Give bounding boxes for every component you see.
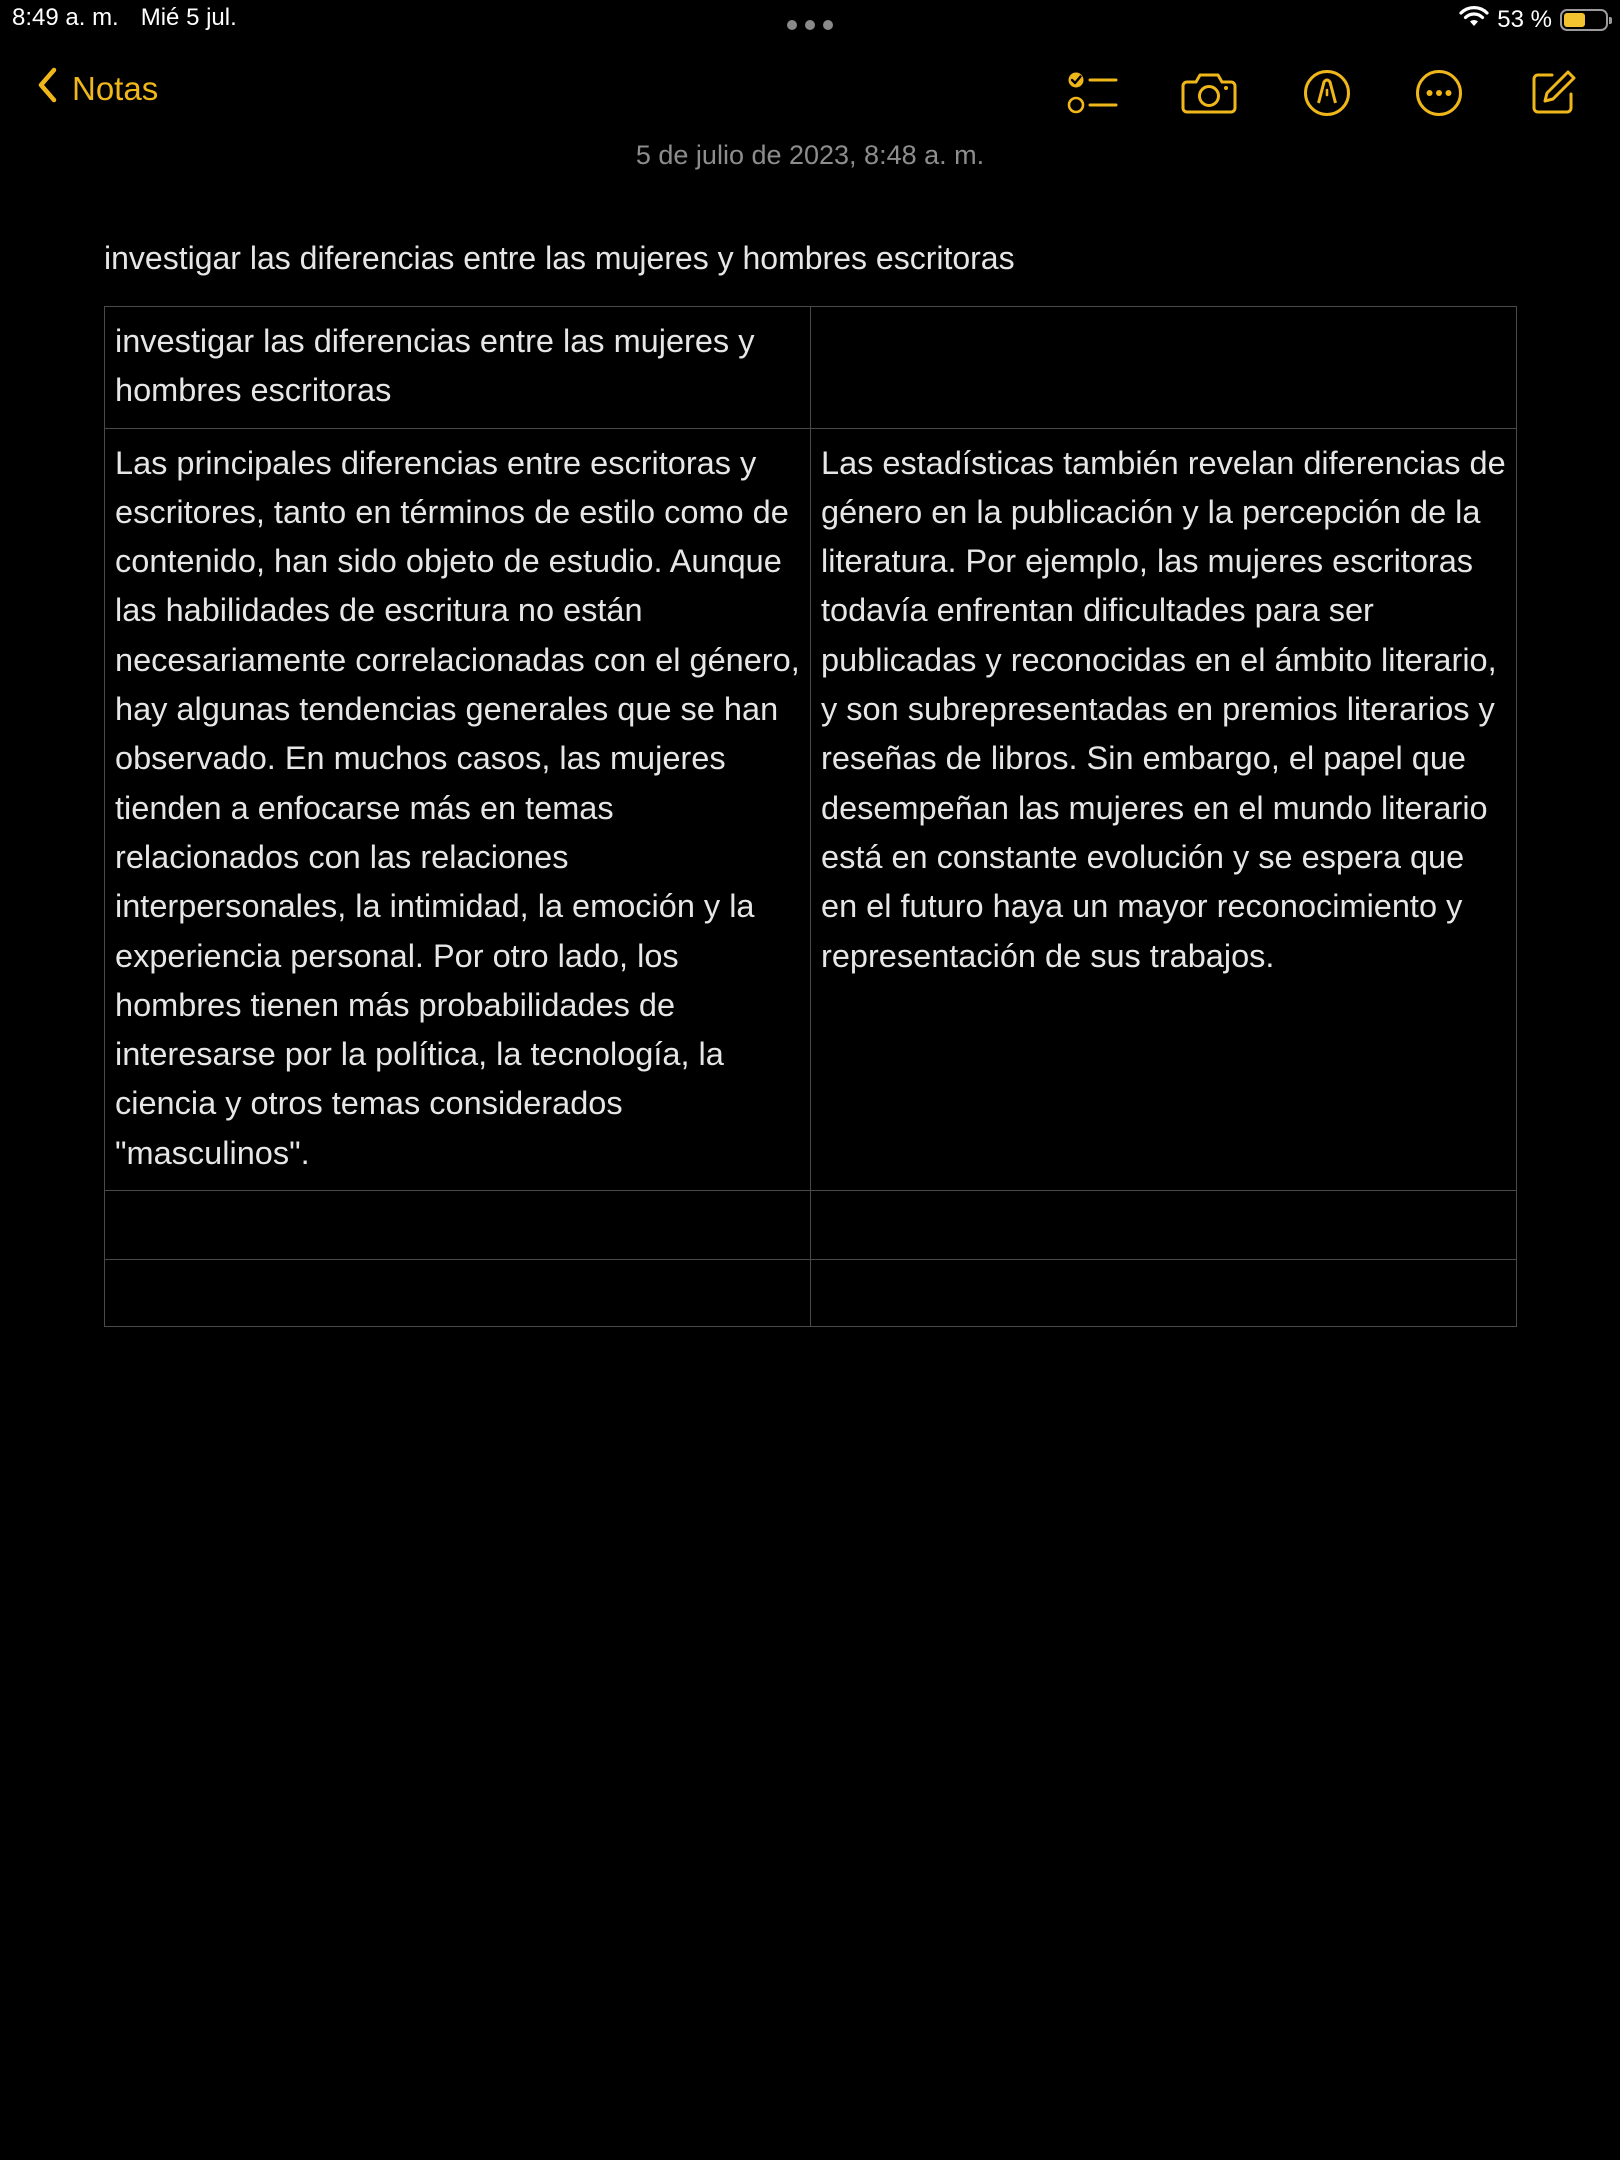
more-ellipsis-icon [1415, 69, 1463, 117]
table-cell[interactable] [811, 1260, 1517, 1327]
battery-icon [1560, 9, 1608, 31]
checklist-icon [1067, 71, 1119, 115]
note-title[interactable]: investigar las diferencias entre las mujeres y hombres escritoras [104, 240, 1015, 276]
camera-icon [1181, 72, 1237, 114]
table-cell[interactable] [105, 1191, 811, 1260]
table-cell[interactable] [811, 307, 1517, 429]
note-date: 5 de julio de 2023, 8:48 a. m. [635, 140, 985, 170]
table-cell[interactable] [811, 1191, 1517, 1260]
status-bar [0, 0, 1620, 40]
markup-button[interactable] [1298, 64, 1356, 122]
table-row [105, 1260, 1517, 1327]
note-table[interactable] [104, 306, 1517, 1327]
status-time-date [12, 4, 259, 32]
table-cell[interactable] [105, 1260, 811, 1327]
battery-percentage: 53 % [1497, 6, 1552, 33]
compose-button[interactable] [1524, 64, 1582, 122]
back-label: Notas [72, 70, 159, 107]
checklist-button[interactable] [1062, 64, 1124, 122]
status-right [1459, 4, 1608, 36]
table-cell[interactable]: Las estadísticas también revelan diferencias de género en la publicación y la percepción de la literatura. Por ejemplo, las mujeres escritoras todavía enfrentan dificultades para ser publicadas y reconocidas en el ámbito literario, y son subrepresentadas en premios literarios y reseñas de libros. Sin embargo, el papel que desempeñan las mujeres en el mundo literario está en constante evolución y se espera que en el futuro haya un mayor reconocimiento y representación de sus trabajos. [811, 428, 1517, 1190]
markup-pen-icon [1303, 69, 1351, 117]
compose-icon [1528, 68, 1578, 118]
table-row [105, 428, 1517, 1190]
status-date: Mié 5 jul. [140, 4, 237, 31]
wifi-icon [1459, 6, 1489, 35]
back-to-notas-button[interactable] [36, 64, 158, 114]
battery-level [1564, 13, 1585, 27]
multitasking-dots-icon[interactable] [786, 18, 834, 30]
status-time: 8:49 a. m. [12, 4, 119, 31]
table-cell[interactable]: investigar las diferencias entre las mujeres y hombres escritoras [105, 307, 811, 429]
camera-button[interactable] [1180, 64, 1238, 122]
chevron-left-icon [36, 66, 58, 112]
table-cell[interactable]: Las principales diferencias entre escritoras y escritores, tanto en términos de estilo como de contenido, han sido objeto de estudio. Aunque las habilidades de escritura no están necesariamente correlacionadas con el género, hay algunas tendencias generales que se han observado. En muchos casos, las mujeres tienden a enfocarse más en temas relacionados con las relaciones interpersonales, la intimidad, la emoción y la experiencia personal. Por otro lado, los hombres tienen más probabilidades de interesarse por la política, la tecnología, la ciencia y otros temas considerados "masculinos". [105, 428, 811, 1190]
table-row [105, 1191, 1517, 1260]
more-options-button[interactable] [1410, 64, 1468, 122]
table-row [105, 307, 1517, 429]
